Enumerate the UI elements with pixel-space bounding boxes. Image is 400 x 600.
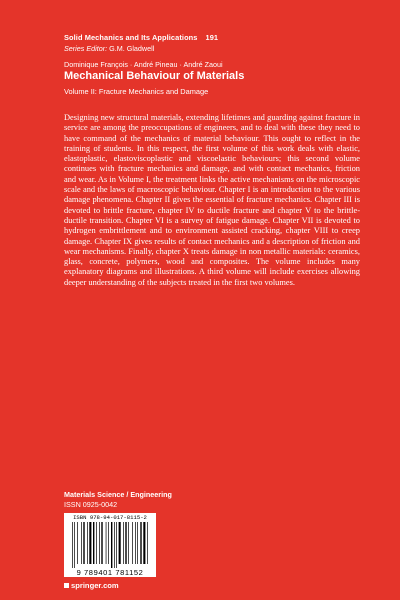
barcode-bar <box>106 522 107 564</box>
barcode-bar <box>132 522 133 564</box>
barcode-bar <box>83 522 84 564</box>
barcode-bar <box>143 522 145 564</box>
barcode-bar <box>140 522 141 564</box>
barcode-bar <box>81 522 82 564</box>
series-editor <box>64 44 154 53</box>
book-title: Mechanical Behaviour of Materials <box>64 70 245 82</box>
barcode-bar <box>74 522 75 568</box>
barcode-bar <box>128 522 129 564</box>
barcode-bar <box>123 522 124 564</box>
springer-logo-icon <box>64 583 69 588</box>
series-editor-label: Series Editor: <box>64 44 108 53</box>
publisher-name: springer.com <box>71 581 119 590</box>
barcode-bar <box>77 522 78 564</box>
barcode-bar <box>111 522 112 568</box>
description-text: Designing new structural materials, extending lifetimes and guarding against fracture in service are among the preoccupations of engineers, and to deal with these they need to have command of the mechanics of material behaviour. This ought to reflect in the training of students. In this respect, the first volume of this work deals with elastic, elastoplastic, elastoviscoplastic and viscoelastic behaviours; this second volume continues with fracture mechanics and damage, and with contact mechanics, friction and wear. As in Volume I, the treatment links the active mechanisms on the microscopic scale and the laws of macroscopic behaviour. Chapter I is an introduction to the various damage phenomena. Chapter II gives the essential of fracture mechanics. Chapter III is devoted to brittle fracture, chapter IV to ductile fracture and chapter V to the brittle-ductile transition. Chapter VI is a survey of fatigue damage. Chapter VII is devoted to hydrogen embrittlement and to environment assisted cracking, chapter VIII to creep damage. Chapter IX gives results of contact mechanics and a description of friction and wear mechanisms. Finally, chapter X treats damage in non metallic materials: ceramics, glass, concrete, polymers, wood and composites. The volume includes many explanatory diagrams and illustrations. A third volume will include exercises allowing deeper understanding of the subjects treated in the first two volumes. <box>64 113 360 287</box>
barcode-bar <box>119 522 121 564</box>
barcode-bar <box>96 522 97 564</box>
barcode-bar <box>114 522 115 568</box>
barcode-bar <box>72 522 73 568</box>
barcode-bar <box>137 522 138 564</box>
subject-category: Materials Science / Engineering <box>64 490 172 499</box>
issn: ISSN 0925-0042 <box>64 500 118 509</box>
barcode-bar <box>108 522 109 564</box>
barcode-bar <box>87 522 88 564</box>
authors: Dominique François · André Pineau · André Zaoui <box>64 60 223 69</box>
isbn-barcode <box>64 513 156 577</box>
barcode-bar <box>135 522 136 564</box>
barcode-bar <box>93 522 94 564</box>
barcode-bar <box>147 522 148 564</box>
barcode-bar <box>99 522 100 564</box>
series-name: Solid Mechanics and Its Applications <box>64 33 198 42</box>
barcode-bar <box>89 522 91 564</box>
series-line <box>64 33 218 42</box>
publisher-link[interactable] <box>64 581 119 590</box>
series-editor-name: G.M. Gladwell <box>109 44 155 53</box>
barcode-bars <box>72 522 148 568</box>
barcode-bar <box>116 522 117 568</box>
isbn-number: ISBN 978-94-017-8115-2 <box>73 514 147 521</box>
series-volume: 191 <box>205 33 219 42</box>
book-subtitle: Volume II: Fracture Mechanics and Damage <box>64 87 209 96</box>
barcode-bar <box>125 522 126 564</box>
barcode-bar <box>101 522 102 564</box>
ean-number: 9 789401 781152 <box>76 568 144 577</box>
